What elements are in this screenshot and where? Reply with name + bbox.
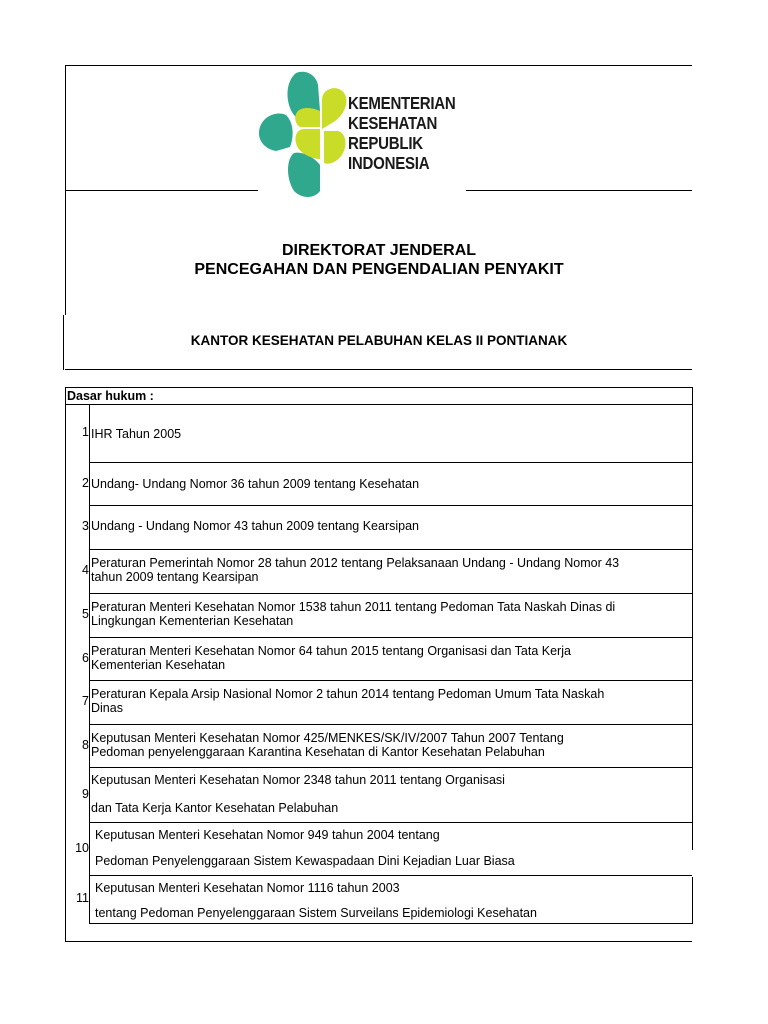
logo-line-4: INDONESIA [348,153,430,173]
table-row [65,680,692,724]
table-row [65,822,692,875]
header-top-border [65,65,692,66]
table-row [65,549,692,593]
row-number: 9 [82,787,89,801]
row-text: Keputusan Menteri Kesehatan Nomor 2348 tahun 2011 tentang Organisasi [91,773,505,787]
row-number: 2 [82,476,89,490]
row-text: tentang Pedoman Penyelenggaraan Sistem Surveilans Epidemiologi Kesehatan [95,906,537,920]
row-bottom-border [89,923,692,924]
row-number: 10 [75,841,89,855]
row-text: Pedoman penyelenggaraan Karantina Kesehatan di Kantor Kesehatan Pelabuhan [91,745,545,759]
directorate-title-line-2: PENCEGAHAN DAN PENGENDALIAN PENYAKIT [194,261,564,278]
table-row [65,875,692,923]
row-text: Pedoman Penyelenggaraan Sistem Kewaspadaan Dini Kejadian Luar Biasa [95,854,515,868]
row-text: Kementerian Kesehatan [91,658,226,672]
row-text: tahun 2009 tentang Kearsipan [91,570,259,584]
row-text: Keputusan Menteri Kesehatan Nomor 1116 tahun 2003 [95,881,400,895]
row-text: Keputusan Menteri Kesehatan Nomor 949 tahun 2004 tentang [95,828,440,842]
table-row [65,462,692,505]
table-row [65,767,692,822]
row-number: 1 [82,425,89,439]
row-text: Peraturan Kepala Arsip Nasional Nomor 2 tahun 2014 tentang Pedoman Umum Tata Naskah [91,687,605,701]
row-text: Peraturan Menteri Kesehatan Nomor 1538 tahun 2011 tentang Pedoman Tata Naskah Dinas di [91,600,616,614]
row-text: Lingkungan Kementerian Kesehatan [91,614,294,628]
office-name: KANTOR KESEHATAN PELABUHAN KELAS II PONTIANAK [190,333,568,348]
kemenkes-logo [256,67,466,201]
row-text: Dinas [91,701,123,715]
table-top-border [65,387,692,388]
table-row [65,505,692,549]
table-heading: Dasar hukum : [67,389,154,403]
header-left-border-lower [63,315,64,370]
logo-line-1: KEMENTERIAN [348,93,456,113]
row-text: Peraturan Pemerintah Nomor 28 tahun 2012 tentang Pelaksanaan Undang - Undang Nomor 43 [91,556,620,570]
table-right-border [692,387,693,850]
table-row [65,593,692,637]
table-row [65,724,692,767]
row-number: 8 [82,738,89,752]
row-number: 5 [82,607,89,621]
logo-wordmark [348,93,456,173]
row-text: Peraturan Menteri Kesehatan Nomor 64 tahun 2015 tentang Organisasi dan Tata Kerja [91,644,571,658]
table-bottom-border [65,941,692,942]
row-text: Undang- Undang Nomor 36 tahun 2009 tentang Kesehatan [91,477,420,491]
header-bottom-border [65,369,692,370]
row-number: 6 [82,651,89,665]
logo-line-2: KESEHATAN [348,113,438,133]
kemenkes-emblem-icon [256,67,348,201]
row-number: 4 [82,563,89,577]
row-number: 7 [82,694,89,708]
row-number: 11 [76,891,89,905]
row-text: Undang - Undang Nomor 43 tahun 2009 tentang Kearsipan [91,519,420,533]
logo-line-3: REPUBLIK [348,133,423,153]
row-text: IHR Tahun 2005 [91,427,182,441]
directorate-title-line-1: DIREKTORAT JENDERAL [281,242,477,259]
header-rule-left [65,190,258,191]
table-row [65,404,692,462]
row-text: Keputusan Menteri Kesehatan Nomor 425/MENKES/SK/IV/2007 Tahun 2007 Tentang [91,731,564,745]
row-number: 3 [82,519,89,533]
table-row [65,637,692,680]
row-text: dan Tata Kerja Kantor Kesehatan Pelabuhan [91,801,339,815]
header-rule-right [466,190,692,191]
